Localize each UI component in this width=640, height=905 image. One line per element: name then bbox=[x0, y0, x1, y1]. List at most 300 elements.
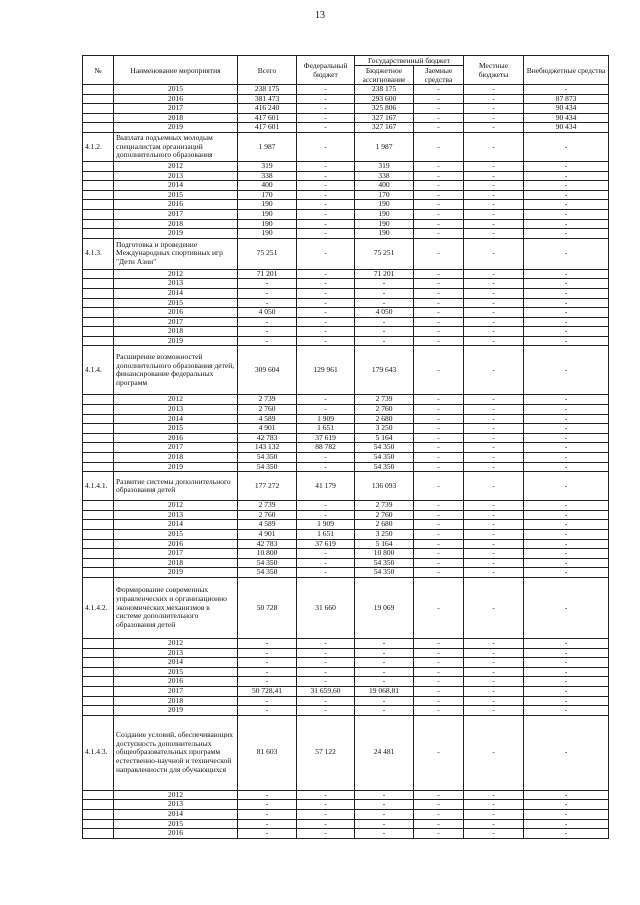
row-total-value: - bbox=[238, 648, 297, 658]
row-local-value: - bbox=[464, 433, 524, 443]
row-year: 2015 bbox=[114, 190, 238, 200]
row-total-value: 2 760 bbox=[238, 510, 297, 520]
row-year: 2019 bbox=[114, 568, 238, 578]
row-federal-value: - bbox=[297, 229, 355, 239]
row-federal-value: 1 909 bbox=[297, 520, 355, 530]
row-year: 2015 bbox=[114, 298, 238, 308]
row-extra-value: - bbox=[524, 85, 609, 95]
row-local-value: - bbox=[464, 648, 524, 658]
row-number-cell bbox=[83, 219, 114, 229]
row-local-value: - bbox=[464, 85, 524, 95]
row-alloc-value: 2 760 bbox=[355, 405, 414, 415]
row-local-value: - bbox=[464, 539, 524, 549]
row-total-value: - bbox=[238, 288, 297, 298]
row-total-value: - bbox=[238, 677, 297, 687]
row-alloc-value: - bbox=[355, 298, 414, 308]
header-local: Местные бюджеты bbox=[464, 56, 524, 85]
row-borrow-value: - bbox=[414, 327, 464, 337]
row-alloc-value: 54 350 bbox=[355, 453, 414, 463]
row-alloc-value: 19 068,81 bbox=[355, 686, 414, 696]
table-row bbox=[83, 171, 609, 181]
table-row bbox=[83, 677, 609, 687]
row-federal-value: - bbox=[297, 288, 355, 298]
row-extra-value: 87 873 bbox=[524, 94, 609, 104]
row-total-value: 319 bbox=[238, 161, 297, 171]
row-extra-value: - bbox=[524, 530, 609, 540]
row-borrow-value: - bbox=[414, 298, 464, 308]
row-federal-value: - bbox=[297, 104, 355, 114]
row-total-value: 338 bbox=[238, 171, 297, 181]
row-extra-value: - bbox=[524, 395, 609, 405]
row-borrow-value: - bbox=[414, 677, 464, 687]
row-federal-value: - bbox=[297, 298, 355, 308]
section-federal-value: - bbox=[297, 238, 355, 269]
row-extra-value: - bbox=[524, 696, 609, 706]
row-number-cell bbox=[83, 113, 114, 123]
row-total-value: 4 589 bbox=[238, 520, 297, 530]
section-number: 4.1.3. bbox=[83, 238, 114, 269]
row-total-value: - bbox=[238, 336, 297, 346]
row-number-cell bbox=[83, 317, 114, 327]
row-total-value: 238 175 bbox=[238, 85, 297, 95]
row-year: 2013 bbox=[114, 800, 238, 810]
section-row bbox=[83, 346, 609, 395]
row-alloc-value: 327 167 bbox=[355, 113, 414, 123]
section-total-value: 75 251 bbox=[238, 238, 297, 269]
row-alloc-value: 190 bbox=[355, 200, 414, 210]
row-borrow-value: - bbox=[414, 113, 464, 123]
row-federal-value: - bbox=[297, 501, 355, 511]
row-alloc-value: 10 800 bbox=[355, 549, 414, 559]
row-federal-value: - bbox=[297, 405, 355, 415]
row-year: 2017 bbox=[114, 686, 238, 696]
table-row bbox=[83, 648, 609, 658]
row-local-value: - bbox=[464, 443, 524, 453]
row-alloc-value: - bbox=[355, 696, 414, 706]
table-row bbox=[83, 269, 609, 279]
table-row bbox=[83, 453, 609, 463]
row-federal-value: 31 659,60 bbox=[297, 686, 355, 696]
row-extra-value: - bbox=[524, 453, 609, 463]
section-alloc-value: 1 987 bbox=[355, 132, 414, 161]
row-total-value: 2 739 bbox=[238, 395, 297, 405]
row-extra-value: - bbox=[524, 308, 609, 318]
section-number: 4.1.4. bbox=[83, 346, 114, 395]
row-federal-value: - bbox=[297, 279, 355, 289]
table-row bbox=[83, 501, 609, 511]
section-local-value: - bbox=[464, 346, 524, 395]
row-local-value: - bbox=[464, 123, 524, 133]
row-total-value: 50 728,41 bbox=[238, 686, 297, 696]
row-total-value: 190 bbox=[238, 209, 297, 219]
row-year: 2012 bbox=[114, 395, 238, 405]
row-federal-value: - bbox=[297, 706, 355, 716]
row-total-value: 4 901 bbox=[238, 530, 297, 540]
row-total-value: - bbox=[238, 829, 297, 839]
row-federal-value: - bbox=[297, 658, 355, 668]
row-borrow-value: - bbox=[414, 790, 464, 800]
row-total-value: - bbox=[238, 809, 297, 819]
table-header bbox=[83, 56, 609, 85]
row-local-value: - bbox=[464, 520, 524, 530]
row-borrow-value: - bbox=[414, 85, 464, 95]
section-name: Подготовка и проведение Международных спортивных игр "Дети Азии" bbox=[114, 238, 238, 269]
row-number-cell bbox=[83, 510, 114, 520]
row-alloc-value: - bbox=[355, 638, 414, 648]
row-borrow-value: - bbox=[414, 279, 464, 289]
row-borrow-value: - bbox=[414, 696, 464, 706]
row-number-cell bbox=[83, 161, 114, 171]
row-borrow-value: - bbox=[414, 501, 464, 511]
row-total-value: - bbox=[238, 638, 297, 648]
row-year: 2019 bbox=[114, 123, 238, 133]
row-alloc-value: 5 164 bbox=[355, 433, 414, 443]
row-borrow-value: - bbox=[414, 317, 464, 327]
table-row bbox=[83, 462, 609, 472]
row-year: 2014 bbox=[114, 288, 238, 298]
section-total-value: 309 604 bbox=[238, 346, 297, 395]
row-number-cell bbox=[83, 171, 114, 181]
section-extra-value: - bbox=[524, 577, 609, 638]
table-row bbox=[83, 414, 609, 424]
row-number-cell bbox=[83, 696, 114, 706]
row-year: 2013 bbox=[114, 648, 238, 658]
row-borrow-value: - bbox=[414, 667, 464, 677]
row-year: 2016 bbox=[114, 539, 238, 549]
row-alloc-value: 293 600 bbox=[355, 94, 414, 104]
row-borrow-value: - bbox=[414, 706, 464, 716]
row-year: 2018 bbox=[114, 113, 238, 123]
section-borrow-value: - bbox=[414, 715, 464, 790]
row-extra-value: - bbox=[524, 288, 609, 298]
row-number-cell bbox=[83, 123, 114, 133]
row-year: 2012 bbox=[114, 269, 238, 279]
header-total: Всего bbox=[238, 56, 297, 85]
row-alloc-value: 5 164 bbox=[355, 539, 414, 549]
section-extra-value: - bbox=[524, 238, 609, 269]
row-extra-value: - bbox=[524, 414, 609, 424]
row-federal-value: - bbox=[297, 200, 355, 210]
row-federal-value: - bbox=[297, 123, 355, 133]
row-federal-value: - bbox=[297, 549, 355, 559]
row-federal-value: - bbox=[297, 510, 355, 520]
row-total-value: - bbox=[238, 658, 297, 668]
section-extra-value: - bbox=[524, 472, 609, 501]
row-federal-value: - bbox=[297, 317, 355, 327]
section-local-value: - bbox=[464, 472, 524, 501]
row-total-value: 190 bbox=[238, 219, 297, 229]
row-extra-value: - bbox=[524, 686, 609, 696]
row-local-value: - bbox=[464, 190, 524, 200]
row-extra-value: - bbox=[524, 209, 609, 219]
section-borrow-value: - bbox=[414, 132, 464, 161]
section-federal-value: 129 961 bbox=[297, 346, 355, 395]
row-year: 2015 bbox=[114, 85, 238, 95]
row-year: 2015 bbox=[114, 424, 238, 434]
row-year: 2013 bbox=[114, 171, 238, 181]
table-row bbox=[83, 113, 609, 123]
row-alloc-value: - bbox=[355, 279, 414, 289]
section-local-value: - bbox=[464, 132, 524, 161]
table-row bbox=[83, 686, 609, 696]
row-borrow-value: - bbox=[414, 269, 464, 279]
row-total-value: 416 240 bbox=[238, 104, 297, 114]
row-extra-value: - bbox=[524, 219, 609, 229]
row-alloc-value: 2 739 bbox=[355, 395, 414, 405]
row-number-cell bbox=[83, 433, 114, 443]
row-alloc-value: 170 bbox=[355, 190, 414, 200]
table-row bbox=[83, 829, 609, 839]
row-local-value: - bbox=[464, 395, 524, 405]
table-row bbox=[83, 433, 609, 443]
row-alloc-value: - bbox=[355, 790, 414, 800]
row-borrow-value: - bbox=[414, 424, 464, 434]
row-number-cell bbox=[83, 819, 114, 829]
row-number-cell bbox=[83, 336, 114, 346]
row-federal-value: 88 782 bbox=[297, 443, 355, 453]
row-local-value: - bbox=[464, 113, 524, 123]
section-federal-value: 31 660 bbox=[297, 577, 355, 638]
row-total-value: - bbox=[238, 298, 297, 308]
row-year: 2017 bbox=[114, 549, 238, 559]
row-number-cell bbox=[83, 677, 114, 687]
row-total-value: 4 050 bbox=[238, 308, 297, 318]
row-local-value: - bbox=[464, 298, 524, 308]
row-number-cell bbox=[83, 308, 114, 318]
row-federal-value: - bbox=[297, 638, 355, 648]
row-alloc-value: 4 050 bbox=[355, 308, 414, 318]
header-borrowed-funds: Заемные средства bbox=[414, 66, 464, 85]
row-extra-value: - bbox=[524, 800, 609, 810]
section-name: Расширение возможностей дополнительного образования детей, финансирование федеральных программ bbox=[114, 346, 238, 395]
row-borrow-value: - bbox=[414, 200, 464, 210]
row-number-cell bbox=[83, 558, 114, 568]
row-total-value: 2 760 bbox=[238, 405, 297, 415]
row-borrow-value: - bbox=[414, 395, 464, 405]
row-number-cell bbox=[83, 790, 114, 800]
table-row bbox=[83, 229, 609, 239]
row-federal-value: - bbox=[297, 190, 355, 200]
row-extra-value: - bbox=[524, 229, 609, 239]
row-extra-value: - bbox=[524, 443, 609, 453]
section-total-value: 1 987 bbox=[238, 132, 297, 161]
table-row bbox=[83, 288, 609, 298]
row-year: 2015 bbox=[114, 530, 238, 540]
row-year: 2017 bbox=[114, 104, 238, 114]
row-federal-value: - bbox=[297, 161, 355, 171]
table-row bbox=[83, 510, 609, 520]
row-extra-value: - bbox=[524, 200, 609, 210]
row-local-value: - bbox=[464, 405, 524, 415]
table-row bbox=[83, 520, 609, 530]
table-row bbox=[83, 395, 609, 405]
row-number-cell bbox=[83, 298, 114, 308]
section-name: Формирование современных управленческих и организационно экономических механизмов в системе дополнительного образования детей bbox=[114, 577, 238, 638]
row-total-value: 42 783 bbox=[238, 539, 297, 549]
row-borrow-value: - bbox=[414, 288, 464, 298]
row-year: 2019 bbox=[114, 229, 238, 239]
row-local-value: - bbox=[464, 219, 524, 229]
row-extra-value: - bbox=[524, 190, 609, 200]
section-alloc-value: 19 069 bbox=[355, 577, 414, 638]
row-borrow-value: - bbox=[414, 800, 464, 810]
row-local-value: - bbox=[464, 462, 524, 472]
section-borrow-value: - bbox=[414, 238, 464, 269]
header-name: Наименование мероприятия bbox=[114, 56, 238, 85]
row-borrow-value: - bbox=[414, 209, 464, 219]
row-alloc-value: 3 250 bbox=[355, 530, 414, 540]
row-federal-value: - bbox=[297, 113, 355, 123]
table-row bbox=[83, 530, 609, 540]
row-extra-value: - bbox=[524, 520, 609, 530]
row-total-value: - bbox=[238, 667, 297, 677]
section-number: 4.1.2. bbox=[83, 132, 114, 161]
row-extra-value: - bbox=[524, 181, 609, 191]
row-total-value: - bbox=[238, 819, 297, 829]
row-year: 2018 bbox=[114, 453, 238, 463]
row-alloc-value: 54 350 bbox=[355, 443, 414, 453]
row-year: 2013 bbox=[114, 405, 238, 415]
row-alloc-value: - bbox=[355, 677, 414, 687]
row-federal-value: - bbox=[297, 829, 355, 839]
row-federal-value: - bbox=[297, 677, 355, 687]
row-total-value: 2 739 bbox=[238, 501, 297, 511]
table-row bbox=[83, 800, 609, 810]
row-extra-value: 90 434 bbox=[524, 123, 609, 133]
row-borrow-value: - bbox=[414, 520, 464, 530]
row-year: 2016 bbox=[114, 308, 238, 318]
row-year: 2015 bbox=[114, 819, 238, 829]
row-extra-value: - bbox=[524, 809, 609, 819]
row-alloc-value: 325 806 bbox=[355, 104, 414, 114]
row-local-value: - bbox=[464, 161, 524, 171]
row-local-value: - bbox=[464, 414, 524, 424]
row-local-value: - bbox=[464, 288, 524, 298]
row-extra-value: 90 434 bbox=[524, 104, 609, 114]
row-federal-value: - bbox=[297, 696, 355, 706]
row-total-value: 10 800 bbox=[238, 549, 297, 559]
table-row bbox=[83, 336, 609, 346]
row-local-value: - bbox=[464, 269, 524, 279]
row-alloc-value: 2 739 bbox=[355, 501, 414, 511]
header-state-budget: Государственный бюджет bbox=[355, 56, 464, 66]
row-alloc-value: 2 680 bbox=[355, 520, 414, 530]
table-row bbox=[83, 279, 609, 289]
row-year: 2019 bbox=[114, 462, 238, 472]
row-number-cell bbox=[83, 549, 114, 559]
table-row bbox=[83, 219, 609, 229]
section-federal-value: 41 179 bbox=[297, 472, 355, 501]
row-extra-value: - bbox=[524, 317, 609, 327]
row-federal-value: - bbox=[297, 819, 355, 829]
row-borrow-value: - bbox=[414, 638, 464, 648]
row-borrow-value: - bbox=[414, 414, 464, 424]
section-borrow-value: - bbox=[414, 472, 464, 501]
section-number: 4.1.4.2. bbox=[83, 577, 114, 638]
table-row bbox=[83, 298, 609, 308]
row-extra-value: - bbox=[524, 433, 609, 443]
row-borrow-value: - bbox=[414, 94, 464, 104]
row-year: 2016 bbox=[114, 200, 238, 210]
row-alloc-value: - bbox=[355, 706, 414, 716]
row-number-cell bbox=[83, 667, 114, 677]
row-number-cell bbox=[83, 414, 114, 424]
row-year: 2014 bbox=[114, 658, 238, 668]
table-row bbox=[83, 424, 609, 434]
row-federal-value: - bbox=[297, 327, 355, 337]
row-total-value: - bbox=[238, 790, 297, 800]
row-year: 2016 bbox=[114, 433, 238, 443]
row-borrow-value: - bbox=[414, 123, 464, 133]
row-alloc-value: 327 167 bbox=[355, 123, 414, 133]
row-alloc-value: - bbox=[355, 288, 414, 298]
row-number-cell bbox=[83, 209, 114, 219]
row-federal-value: - bbox=[297, 171, 355, 181]
row-number-cell bbox=[83, 809, 114, 819]
row-extra-value: - bbox=[524, 501, 609, 511]
row-local-value: - bbox=[464, 658, 524, 668]
row-federal-value: - bbox=[297, 667, 355, 677]
section-row bbox=[83, 132, 609, 161]
row-number-cell bbox=[83, 190, 114, 200]
table-row bbox=[83, 85, 609, 95]
row-total-value: 190 bbox=[238, 229, 297, 239]
section-row bbox=[83, 715, 609, 790]
row-borrow-value: - bbox=[414, 453, 464, 463]
row-local-value: - bbox=[464, 501, 524, 511]
section-total-value: 177 272 bbox=[238, 472, 297, 501]
row-year: 2016 bbox=[114, 94, 238, 104]
row-borrow-value: - bbox=[414, 462, 464, 472]
row-number-cell bbox=[83, 94, 114, 104]
section-extra-value: - bbox=[524, 132, 609, 161]
row-local-value: - bbox=[464, 229, 524, 239]
row-federal-value: - bbox=[297, 94, 355, 104]
row-borrow-value: - bbox=[414, 190, 464, 200]
row-year: 2012 bbox=[114, 161, 238, 171]
row-total-value: - bbox=[238, 279, 297, 289]
row-total-value: 190 bbox=[238, 200, 297, 210]
table-row bbox=[83, 696, 609, 706]
row-year: 2013 bbox=[114, 279, 238, 289]
section-extra-value: - bbox=[524, 715, 609, 790]
row-total-value: 143 132 bbox=[238, 443, 297, 453]
row-local-value: - bbox=[464, 809, 524, 819]
row-federal-value: 37 619 bbox=[297, 433, 355, 443]
row-total-value: 381 473 bbox=[238, 94, 297, 104]
row-number-cell bbox=[83, 104, 114, 114]
row-extra-value: - bbox=[524, 568, 609, 578]
row-local-value: - bbox=[464, 279, 524, 289]
row-extra-value: - bbox=[524, 405, 609, 415]
row-local-value: - bbox=[464, 706, 524, 716]
table-row bbox=[83, 161, 609, 171]
row-borrow-value: - bbox=[414, 658, 464, 668]
row-borrow-value: - bbox=[414, 510, 464, 520]
row-federal-value: 37 619 bbox=[297, 539, 355, 549]
row-number-cell bbox=[83, 686, 114, 696]
row-alloc-value: 54 350 bbox=[355, 558, 414, 568]
row-federal-value: - bbox=[297, 648, 355, 658]
row-year: 2012 bbox=[114, 501, 238, 511]
table-row bbox=[83, 549, 609, 559]
section-local-value: - bbox=[464, 715, 524, 790]
row-alloc-value: 238 175 bbox=[355, 85, 414, 95]
row-extra-value: - bbox=[524, 171, 609, 181]
table-row bbox=[83, 190, 609, 200]
table-row bbox=[83, 638, 609, 648]
row-year: 2016 bbox=[114, 677, 238, 687]
